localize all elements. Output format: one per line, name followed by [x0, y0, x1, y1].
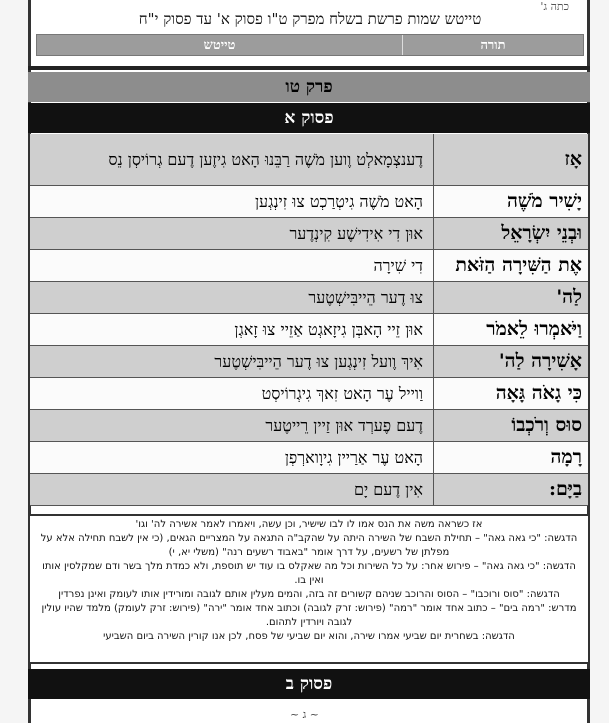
yiddish-cell: דֶענצְמָאלְט וֶוען מֹשֶׁה רַבֵּנוּ הָאט גִיזֶען דֶעם גְרוֹיסְן נֵס — [30, 134, 433, 185]
hebrew-cell: סוּס וְרֹכְבוֹ — [433, 410, 588, 441]
note-line: הדגשה: "כי גאה גאה" – פירוש אחר: על כל השירות וכל מה שאקלס בו עוד יש תוספת, ולא כמדת מלך בשר ודם שמקלסין אותו ואין בו. — [42, 561, 576, 586]
yiddish-cell: אִין דֶעם יָם — [30, 474, 433, 505]
hebrew-cell: כִּי גָאֹה גָּאָה — [433, 378, 588, 409]
grade-label: כתה ג' — [540, 0, 569, 13]
yiddish-cell: אִיךְ וֶועל זִינְגְען צוּ דֶער הֵייבִּישְׁטֶער — [30, 346, 433, 377]
yiddish-cell: דִי שִׁירָה — [30, 250, 433, 281]
hebrew-cell: אָז — [433, 134, 588, 185]
commentary-notes — [30, 514, 588, 664]
pasuk-b-heading: פסוק ב — [28, 669, 590, 699]
table-row — [30, 378, 588, 410]
yiddish-cell: דֶעם פֶערְד אוּן זַיין רֵייטֶער — [30, 410, 433, 441]
table-row — [30, 218, 588, 250]
yiddish-cell: צוּ דֶער הֵייבִּישְׁטֶער — [30, 282, 433, 313]
yiddish-cell: אוּן זֵיי הָאבְּן גִיזָאגְט אַזֵיי צוּ זָאגְן — [30, 314, 433, 345]
note-line: מדרש: "רמה בים" – כתוב אחד אומר "רמה" (פירוש: זרק לגובה) וכתוב אחד אומר "ירה" (פירוש: זרק לעומק) מלמד שהיו עולין לגובה ויורדין לתהום. — [41, 603, 577, 628]
table-row — [30, 186, 588, 218]
note-line: הדגשה: "כי גאה גאה" – תחילת השבח של השירה היתה על שהקב"ה התגאה על המצריים הגאים, (כי אין לשבח תחילה אלא על מפלתן של רשעים, על דרך אומר "באבוד רשעים רנה" (משלי יא, י) — [40, 533, 578, 558]
yiddish-cell: הָאט מֹשֶׁה גִיטְרַכְט צוּ זִינְגְען — [30, 186, 433, 217]
divider — [28, 66, 590, 70]
table-row — [30, 250, 588, 282]
table-row — [30, 134, 588, 186]
note-line: אז כשראה משה את הנס אמו לו לבו שישיר, וכן עשה, ויאמרו לאמר אשירה לה' וגו' — [135, 519, 483, 530]
page-number: ~ ג ~ — [289, 708, 320, 721]
pasuk-a-heading: פסוק א — [28, 103, 590, 133]
page-title: טייטש שמות פרשת בשלח מפרק ט"ו פסוק א' עד פסוק י"ח — [138, 10, 482, 28]
column-header-taitsh: טייטש — [203, 38, 236, 53]
yiddish-cell: אוּן דִי אִידִישֶׁע קִינְדֶער — [30, 218, 433, 249]
hebrew-cell: אֶת הַשִּׁירָה הַזֹּאת — [433, 250, 588, 281]
hebrew-cell: וּבְנֵי יִשְׂרָאֵל — [433, 218, 588, 249]
hebrew-cell: בַיָּם: — [433, 474, 588, 505]
note-line: הדגשה: בשחרית יום שביעי אמרו שירה, והוא יום שביעי של פסח, לכן אנו קורין השירה ביום השביעי — [103, 631, 515, 642]
table-row — [30, 442, 588, 474]
hebrew-cell: יָשִׁיר מֹשֶׁה — [433, 186, 588, 217]
note-line: הדגשה: "סוס ורוכבו" – הסוס והרוכב שניהם קשורים זה בזה, והמים מעלין אותם לגובה ומורידין אותו לעומק ואינן נפרדין — [58, 589, 560, 600]
table-row — [30, 314, 588, 346]
table-row — [30, 410, 588, 442]
hebrew-cell: לַה' — [433, 282, 588, 313]
translation-table — [30, 134, 588, 506]
perek-heading: פרק טו — [28, 72, 590, 102]
table-row — [30, 474, 588, 506]
column-header-bar — [36, 34, 584, 56]
table-row — [30, 282, 588, 314]
hebrew-cell: רָמָה — [433, 442, 588, 473]
yiddish-cell: וַוייל עֶר הָאט זִאךְ גִיגְרוֹיסְט — [30, 378, 433, 409]
yiddish-cell: הָאט עֶר אַרַיין גִיוָוארְפְן — [30, 442, 433, 473]
table-row — [30, 346, 588, 378]
hebrew-cell: אָשִׁירָה לַה' — [433, 346, 588, 377]
column-header-torah: תורה — [402, 35, 583, 55]
hebrew-cell: וַיֹּאמְרוּ לֵאמֹר — [433, 314, 588, 345]
